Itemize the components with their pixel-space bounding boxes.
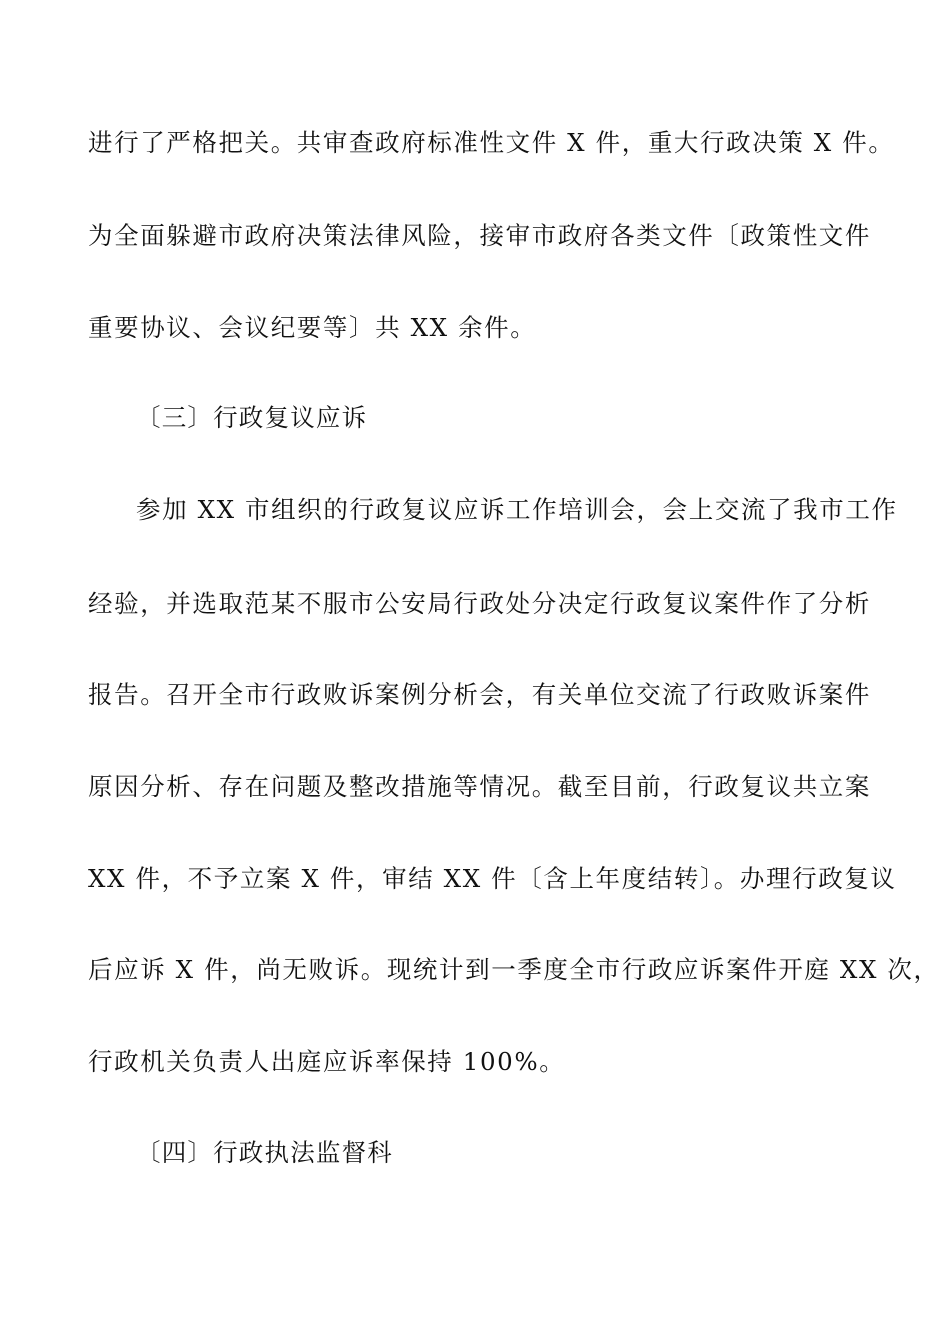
paragraph-2-line-3: 报告。召开全市行政败诉案例分析会，有关单位交流了行政败诉案件: [88, 680, 871, 709]
paragraph-2-line-4: 原因分析、存在问题及整改措施等情况。截至目前，行政复议共立案: [88, 772, 871, 801]
paragraph-1-line-3: 重要协议、会议纪要等〕共 XX 余件。: [88, 313, 537, 342]
paragraph-1-line-2: 为全面躲避市政府决策法律风险，接审市政府各类文件〔政策性文件: [88, 221, 871, 250]
paragraph-2-line-5: XX 件，不予立案 X 件，审结 XX 件〔含上年度结转〕。办理行政复议: [88, 864, 897, 893]
section-4-heading: 〔四〕行政执法监督科: [136, 1138, 393, 1167]
paragraph-2-line-6: 后应诉 X 件，尚无败诉。现统计到一季度全市行政应诉案件开庭 XX 次，: [88, 955, 940, 984]
paragraph-2-line-7: 行政机关负责人出庭应诉率保持 100%。: [88, 1047, 566, 1076]
paragraph-1-line-1: 进行了严格把关。共审查政府标准性文件 X 件，重大行政决策 X 件。: [88, 128, 895, 157]
paragraph-2-line-1: 参加 XX 市组织的行政复议应诉工作培训会，会上交流了我市工作: [136, 495, 898, 524]
section-3-heading: 〔三〕行政复议应诉: [136, 403, 368, 432]
paragraph-2-line-2: 经验，并选取范某不服市公安局行政处分决定行政复议案件作了分析: [88, 589, 871, 618]
